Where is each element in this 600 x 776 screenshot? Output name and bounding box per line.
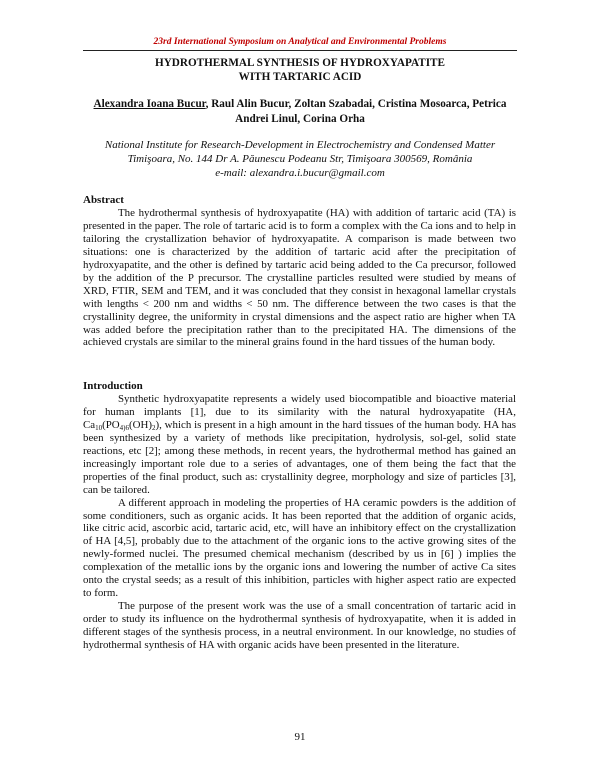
abstract-text: The hydrothermal synthesis of hydroxyapatite (HA) with addition of tartaric acid (TA) is presented in the paper. The role of tartaric acid is to form a complex with the Ca ions and to help in tailoring the crystallization behavior of hydroxyapatite. A comparison is made between two situations: one is characterized by the addition of tartaric acid after the precipitation of hydroxyapatite, and the other is defined by tartaric acid being added to the Ca precursor, followed by the addition of the P precursor. The crystalline particles resulted were studied by means of XRD, FTIR, SEM and TEM, and it was concluded that they consist in hexagonal lamellar crystals with lengths < 200 nm and widths < 50 nm. The difference between the two cases is that the crystallinity degree, the uniformity in crystal dimensions and the aspect ratio are higher when TA was added before the precipitation rather than to the precipitated HA. The dimensions of the achieved crystals are similar to the mineral grains found in the hard tissues of the human body. [83,206,516,349]
author-list [80,97,520,126]
authors-line-1 [80,97,520,112]
title-line-1: HYDROTHERMAL SYNTHESIS OF HYDROXYAPATITE [155,57,445,69]
affiliation-line-1: National Institute for Research-Development in Electrochemistry and Condensed Matter [104,139,496,151]
intro-paragraph-1: Synthetic hydroxyapatite represents a widely used biocompatible and bioactive material for human implants [1], due to its similarity with the natural hydroxyapatite (HA, $Ca_{10}(PO_{4)6}(OH)_2)$, which is present in a high amount in the hard tissues of the human body. HA has been synthesized by a variety of methods like precipitation, hydrolysis, sol-gel, solid state reactions, etc [2]; among these methods, in recent years, the hydrothermal method has gained an increasingly important role due to a series of advantages, one of them being the fact that the properties of the final product, such as: crystallinity degree, morphology and size of particles [3], can be tailored. [83,392,516,496]
authors-line-2: Andrei Linul, Corina Orha [235,112,365,125]
co-authors: , Raul Alin Bucur, Zoltan Szabadai, Cristina Mosoarca, Petrica [205,98,507,110]
introduction-section [83,380,516,652]
title-line-2: WITH TARTARIC ACID [238,70,362,83]
abstract-heading: Abstract [83,194,124,206]
intro-paragraph-3: The purpose of the present work was the use of a small concentration of tartaric acid in order to study its influence on the hydrothermal synthesis of hydroxyapatite, when it is added in different stages of the synthesis process, in a neutral environment. In our knowledge, no studies of hydrothermal synthesis of HA with organic acids have been presented in the literature. [83,600,516,652]
abstract-section [83,194,516,349]
first-author: Alexandra Ioana Bucur [93,98,206,110]
conference-header: 23rd International Symposium on Analytical and Environmental Problems [153,37,447,47]
intro-paragraph-2: A different approach in modeling the properties of HA ceramic powders is the addition of some conditioners, such as organic acids. It has been reported that the addition of organic acids, like citric acid, ascorbic acid, tartaric acid, etc, will have an inhibitory effect on the crystallization of HA [4,5], probably due to the attachment of the organic ions to the active growing sites of the newly-formed nuclei. The presumed chemical mechanism (described by us in [6] ) implies the complexation of the metallic ions by the organic ions and lowering the number of active Ca sites onto the crystal seeds; as a result of this inhibition, particles with higher aspect ratio are expected to form. [83,496,516,600]
header-divider [83,50,517,51]
author-email: e-mail: alexandra.i.bucur@gmail.com [215,167,385,179]
affiliation [70,138,530,180]
page-number: 91 [294,731,306,743]
introduction-heading: Introduction [83,380,143,392]
paper-title [90,57,510,84]
affiliation-line-2: Timişoara, No. 144 Dr A. Păunescu Podeanu Str, Timişoara 300569, România [127,153,473,165]
